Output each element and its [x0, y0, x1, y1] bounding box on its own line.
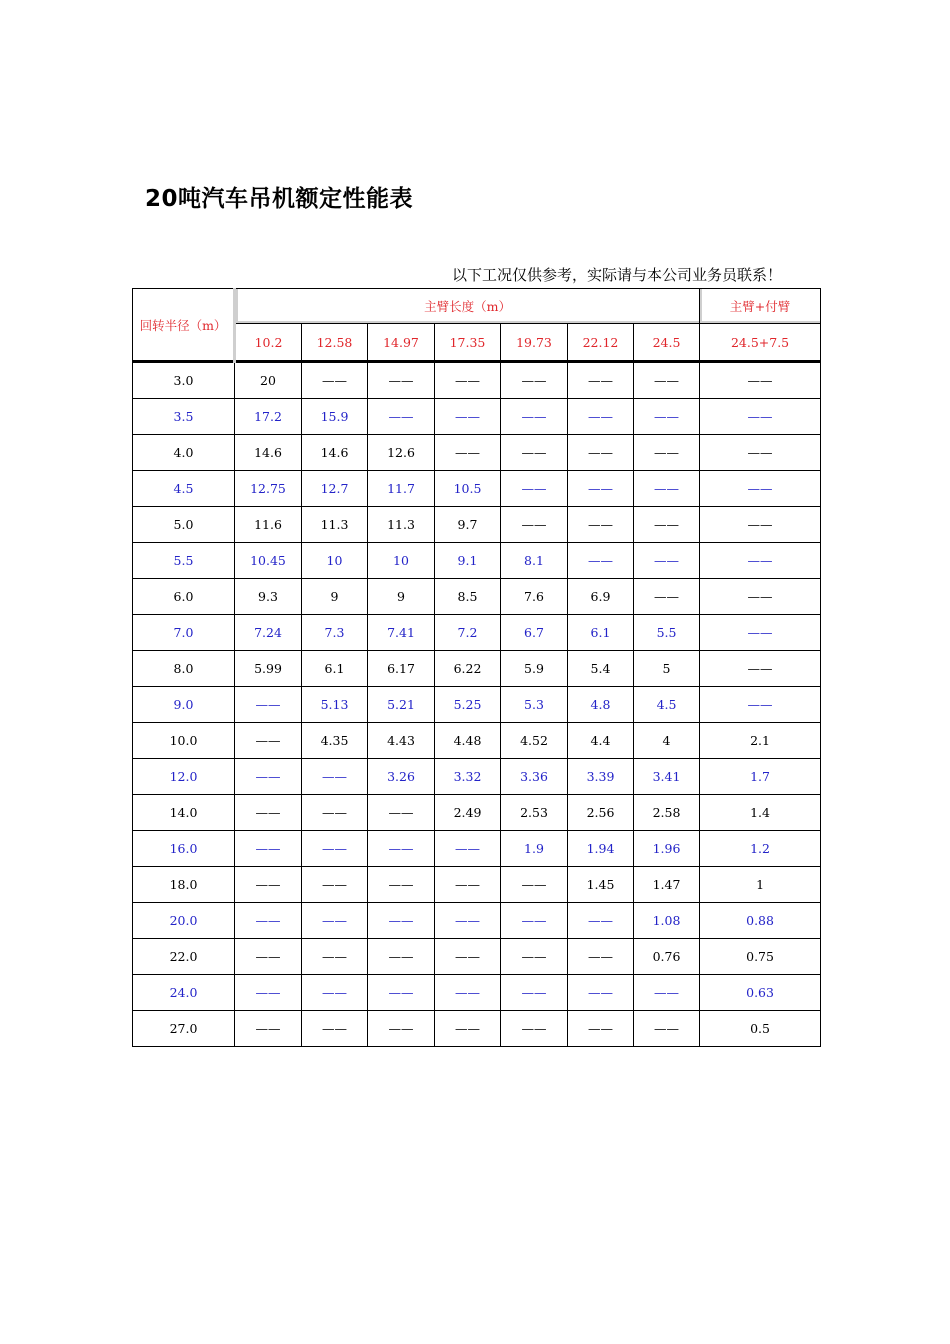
boom-length-cell: 12.58 — [302, 324, 368, 362]
load-cell: —— — [368, 903, 435, 939]
load-cell: 20 — [235, 362, 302, 399]
load-cell: 5 — [634, 651, 700, 687]
boom-length-cell: 14.97 — [368, 324, 435, 362]
load-cell: —— — [368, 939, 435, 975]
radius-cell: 6.0 — [133, 579, 235, 615]
radius-cell: 12.0 — [133, 759, 235, 795]
load-cell: 5.25 — [435, 687, 501, 723]
load-cell: 1.45 — [568, 867, 634, 903]
table-row — [133, 831, 821, 867]
load-cell: 14.6 — [302, 435, 368, 471]
load-cell: —— — [368, 795, 435, 831]
load-cell: —— — [700, 362, 821, 399]
load-cell: 7.24 — [235, 615, 302, 651]
load-cell: —— — [435, 1011, 501, 1047]
radius-cell: 5.5 — [133, 543, 235, 579]
load-cell: 6.1 — [568, 615, 634, 651]
load-cell: 4.52 — [501, 723, 568, 759]
load-cell: 10.5 — [435, 471, 501, 507]
load-cell: 11.3 — [302, 507, 368, 543]
load-cell: 3.36 — [501, 759, 568, 795]
load-cell: 5.4 — [568, 651, 634, 687]
load-cell: —— — [235, 795, 302, 831]
load-cell: 0.75 — [700, 939, 821, 975]
load-cell: —— — [634, 975, 700, 1011]
crane-performance-table — [132, 288, 821, 1047]
load-cell: 12.6 — [368, 435, 435, 471]
load-cell: —— — [235, 975, 302, 1011]
load-cell: —— — [634, 1011, 700, 1047]
load-cell: 10 — [302, 543, 368, 579]
load-cell: 0.63 — [700, 975, 821, 1011]
load-cell: —— — [501, 362, 568, 399]
load-cell: —— — [634, 435, 700, 471]
load-cell: 10 — [368, 543, 435, 579]
load-cell: —— — [634, 579, 700, 615]
load-cell: 8.5 — [435, 579, 501, 615]
load-cell: 15.9 — [302, 399, 368, 435]
table-row — [133, 651, 821, 687]
load-cell: 4.8 — [568, 687, 634, 723]
radius-cell: 14.0 — [133, 795, 235, 831]
load-cell: 4.4 — [568, 723, 634, 759]
load-cell: 1 — [700, 867, 821, 903]
load-cell: —— — [700, 651, 821, 687]
load-cell: —— — [435, 362, 501, 399]
load-cell: 5.21 — [368, 687, 435, 723]
load-cell: 5.13 — [302, 687, 368, 723]
load-cell: —— — [568, 543, 634, 579]
table-row — [133, 903, 821, 939]
load-cell: —— — [368, 399, 435, 435]
load-cell: —— — [700, 615, 821, 651]
load-cell: 5.99 — [235, 651, 302, 687]
disclaimer-note: 以下工况仅供参考，实际请与本公司业务员联系！ — [452, 266, 783, 284]
radius-cell: 16.0 — [133, 831, 235, 867]
load-cell: 2.1 — [700, 723, 821, 759]
radius-cell: 4.0 — [133, 435, 235, 471]
load-cell: 7.6 — [501, 579, 568, 615]
load-cell: —— — [302, 759, 368, 795]
load-cell: —— — [568, 362, 634, 399]
load-cell: —— — [435, 939, 501, 975]
load-cell: 4 — [634, 723, 700, 759]
load-cell: —— — [501, 903, 568, 939]
table-row — [133, 399, 821, 435]
load-cell: —— — [568, 435, 634, 471]
table-row — [133, 579, 821, 615]
load-cell: 0.5 — [700, 1011, 821, 1047]
load-cell: —— — [700, 543, 821, 579]
jib-length-cell: 24.5+7.5 — [700, 324, 821, 362]
load-cell: 6.9 — [568, 579, 634, 615]
load-cell: —— — [302, 362, 368, 399]
table-row — [133, 723, 821, 759]
load-cell: 1.94 — [568, 831, 634, 867]
load-cell: —— — [368, 831, 435, 867]
load-cell: —— — [235, 867, 302, 903]
load-cell: 7.41 — [368, 615, 435, 651]
radius-cell: 20.0 — [133, 903, 235, 939]
load-cell: —— — [435, 903, 501, 939]
load-cell: —— — [501, 975, 568, 1011]
load-cell: —— — [368, 867, 435, 903]
load-cell: —— — [568, 507, 634, 543]
load-cell: 9.7 — [435, 507, 501, 543]
load-cell: 9 — [302, 579, 368, 615]
load-cell: 9 — [368, 579, 435, 615]
load-cell: —— — [634, 362, 700, 399]
load-cell: 5.9 — [501, 651, 568, 687]
load-cell: —— — [302, 831, 368, 867]
load-cell: 2.53 — [501, 795, 568, 831]
load-cell: 5.5 — [634, 615, 700, 651]
load-cell: —— — [235, 831, 302, 867]
load-cell: —— — [235, 939, 302, 975]
table-row — [133, 543, 821, 579]
load-cell: 6.17 — [368, 651, 435, 687]
load-cell: 7.2 — [435, 615, 501, 651]
load-cell: 3.26 — [368, 759, 435, 795]
load-cell: —— — [368, 975, 435, 1011]
load-cell: —— — [235, 903, 302, 939]
table-row — [133, 795, 821, 831]
radius-cell: 10.0 — [133, 723, 235, 759]
load-cell: —— — [501, 399, 568, 435]
load-cell: —— — [501, 939, 568, 975]
load-cell: —— — [501, 1011, 568, 1047]
radius-cell: 4.5 — [133, 471, 235, 507]
load-cell: 3.41 — [634, 759, 700, 795]
page-title: 20吨汽车吊机额定性能表 — [145, 186, 414, 212]
load-cell: 0.88 — [700, 903, 821, 939]
load-cell: —— — [700, 435, 821, 471]
load-cell: 4.43 — [368, 723, 435, 759]
load-cell: 10.45 — [235, 543, 302, 579]
radius-cell: 22.0 — [133, 939, 235, 975]
load-cell: 8.1 — [501, 543, 568, 579]
boom-length-cell: 10.2 — [235, 324, 302, 362]
load-cell: —— — [634, 399, 700, 435]
load-cell: —— — [700, 579, 821, 615]
load-cell: —— — [501, 507, 568, 543]
load-cell: —— — [501, 435, 568, 471]
boom-length-header: 主臂长度（m） — [235, 289, 700, 324]
load-cell: —— — [368, 1011, 435, 1047]
load-cell: —— — [501, 867, 568, 903]
load-cell: 2.56 — [568, 795, 634, 831]
load-cell: —— — [501, 471, 568, 507]
load-cell: —— — [302, 903, 368, 939]
table-row — [133, 939, 821, 975]
load-cell: 1.9 — [501, 831, 568, 867]
load-cell: 3.32 — [435, 759, 501, 795]
load-cell: —— — [235, 723, 302, 759]
load-cell: 1.7 — [700, 759, 821, 795]
load-cell: —— — [235, 759, 302, 795]
load-cell: 1.08 — [634, 903, 700, 939]
load-cell: —— — [302, 939, 368, 975]
radius-cell: 5.0 — [133, 507, 235, 543]
load-cell: 17.2 — [235, 399, 302, 435]
load-cell: —— — [435, 399, 501, 435]
table-row — [133, 759, 821, 795]
table-row — [133, 615, 821, 651]
load-cell: —— — [634, 471, 700, 507]
table-row — [133, 1011, 821, 1047]
load-cell: 4.35 — [302, 723, 368, 759]
load-cell: —— — [700, 471, 821, 507]
load-cell: 7.3 — [302, 615, 368, 651]
load-cell: 4.48 — [435, 723, 501, 759]
load-cell: —— — [568, 903, 634, 939]
load-cell: 1.96 — [634, 831, 700, 867]
table-row — [133, 507, 821, 543]
load-cell: 9.3 — [235, 579, 302, 615]
boom-jib-header: 主臂+付臂 — [700, 289, 821, 324]
load-cell: 1.4 — [700, 795, 821, 831]
boom-length-cell: 19.73 — [501, 324, 568, 362]
load-cell: 9.1 — [435, 543, 501, 579]
load-cell: 6.22 — [435, 651, 501, 687]
load-cell: —— — [435, 435, 501, 471]
load-cell: —— — [302, 975, 368, 1011]
boom-length-cell: 22.12 — [568, 324, 634, 362]
radius-header: 回转半径（m） — [133, 289, 235, 362]
load-cell: 6.7 — [501, 615, 568, 651]
load-cell: —— — [700, 507, 821, 543]
boom-length-cell: 24.5 — [634, 324, 700, 362]
load-cell: —— — [700, 399, 821, 435]
load-cell: 6.1 — [302, 651, 368, 687]
radius-cell: 7.0 — [133, 615, 235, 651]
table-row — [133, 867, 821, 903]
table-row — [133, 975, 821, 1011]
load-cell: —— — [568, 471, 634, 507]
load-cell: —— — [634, 507, 700, 543]
load-cell: 12.7 — [302, 471, 368, 507]
load-cell: 11.6 — [235, 507, 302, 543]
load-cell: 12.75 — [235, 471, 302, 507]
load-cell: 1.47 — [634, 867, 700, 903]
radius-cell: 9.0 — [133, 687, 235, 723]
load-cell: —— — [235, 1011, 302, 1047]
load-cell: —— — [235, 687, 302, 723]
load-cell: —— — [700, 687, 821, 723]
load-cell: —— — [568, 399, 634, 435]
radius-cell: 18.0 — [133, 867, 235, 903]
load-cell: —— — [435, 831, 501, 867]
radius-cell: 8.0 — [133, 651, 235, 687]
load-cell: —— — [302, 867, 368, 903]
boom-length-cell: 17.35 — [435, 324, 501, 362]
radius-cell: 3.0 — [133, 362, 235, 399]
table-row — [133, 362, 821, 399]
radius-cell: 24.0 — [133, 975, 235, 1011]
radius-cell: 27.0 — [133, 1011, 235, 1047]
load-cell: 3.39 — [568, 759, 634, 795]
table-row — [133, 471, 821, 507]
load-cell: 4.5 — [634, 687, 700, 723]
load-cell: —— — [568, 1011, 634, 1047]
load-cell: 0.76 — [634, 939, 700, 975]
load-cell: 14.6 — [235, 435, 302, 471]
load-cell: 2.58 — [634, 795, 700, 831]
radius-cell: 3.5 — [133, 399, 235, 435]
load-cell: 5.3 — [501, 687, 568, 723]
load-cell: 2.49 — [435, 795, 501, 831]
load-cell: —— — [368, 362, 435, 399]
load-cell: 11.3 — [368, 507, 435, 543]
load-cell: —— — [435, 975, 501, 1011]
load-cell: 11.7 — [368, 471, 435, 507]
load-cell: —— — [568, 975, 634, 1011]
load-cell: —— — [568, 939, 634, 975]
load-cell: 1.2 — [700, 831, 821, 867]
load-cell: —— — [302, 1011, 368, 1047]
table-row — [133, 687, 821, 723]
table-row — [133, 435, 821, 471]
load-cell: —— — [435, 867, 501, 903]
load-cell: —— — [302, 795, 368, 831]
load-cell: —— — [634, 543, 700, 579]
